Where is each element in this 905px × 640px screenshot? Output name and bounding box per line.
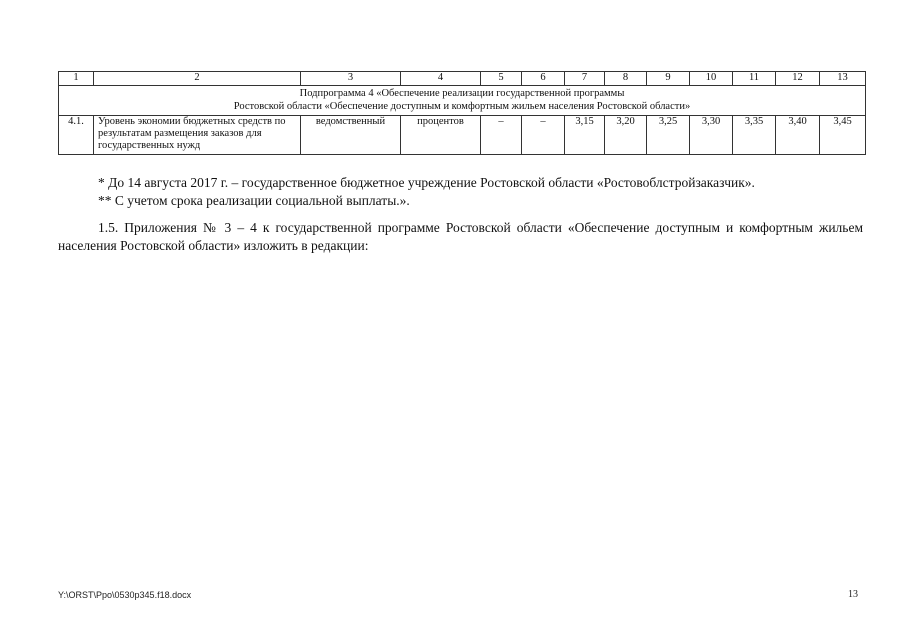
column-number-cell: 2 — [94, 72, 301, 86]
column-number-cell: 5 — [481, 72, 522, 86]
column-number-cell: 8 — [605, 72, 647, 86]
table-row — [59, 116, 866, 155]
column-number-cell: 4 — [401, 72, 481, 86]
indicators-table — [58, 71, 866, 155]
body-paragraph: 1.5. Приложения № 3 – 4 к государственной программе Ростовской области «Обеспечение доступным и комфортным жильем населения Ростовской области» изложить в редакции: — [58, 220, 863, 253]
value-cell: 3,15 — [565, 116, 605, 155]
value-cell: – — [522, 116, 565, 155]
subprogram-title-cell — [59, 86, 866, 116]
footnotes — [98, 174, 858, 210]
value-cell: 3,35 — [733, 116, 776, 155]
value-cell: – — [481, 116, 522, 155]
value-cell: 3,25 — [647, 116, 690, 155]
footer-file-path: Y:\ORST\Ppo\0530p345.f18.docx — [58, 590, 192, 600]
value-cell: 3,40 — [776, 116, 820, 155]
subprogram-row — [59, 86, 866, 116]
footnote: ** С учетом срока реализации социальной выплаты.». — [98, 193, 410, 208]
unit-cell: процентов — [401, 116, 481, 155]
column-number-cell: 7 — [565, 72, 605, 86]
indicator-name-cell: Уровень экономии бюджетных средств по результатам размещения заказов для государственных нужд — [94, 116, 301, 155]
table-header-row — [59, 72, 866, 86]
row-number-cell: 4.1. — [59, 116, 94, 155]
subprogram-title-line: Подпрограмма 4 «Обеспечение реализации государственной программы — [299, 88, 625, 99]
subprogram-title-line: Ростовской области «Обеспечение доступным и комфортным жильем населения Ростовской области» — [233, 101, 691, 112]
column-number-cell: 9 — [647, 72, 690, 86]
column-number-cell: 1 — [59, 72, 94, 86]
value-cell: 3,20 — [605, 116, 647, 155]
column-number-cell: 10 — [690, 72, 733, 86]
value-cell: 3,30 — [690, 116, 733, 155]
column-number-cell: 11 — [733, 72, 776, 86]
column-number-cell: 13 — [820, 72, 866, 86]
value-cell: 3,45 — [820, 116, 866, 155]
footnote: * До 14 августа 2017 г. – государственное бюджетное учреждение Ростовской области «Ростовоблстройзаказчик». — [98, 175, 755, 190]
page-number: 13 — [848, 589, 858, 600]
column-number-cell: 6 — [522, 72, 565, 86]
indicator-type-cell: ведомственный — [301, 116, 401, 155]
column-number-cell: 12 — [776, 72, 820, 86]
column-number-cell: 3 — [301, 72, 401, 86]
